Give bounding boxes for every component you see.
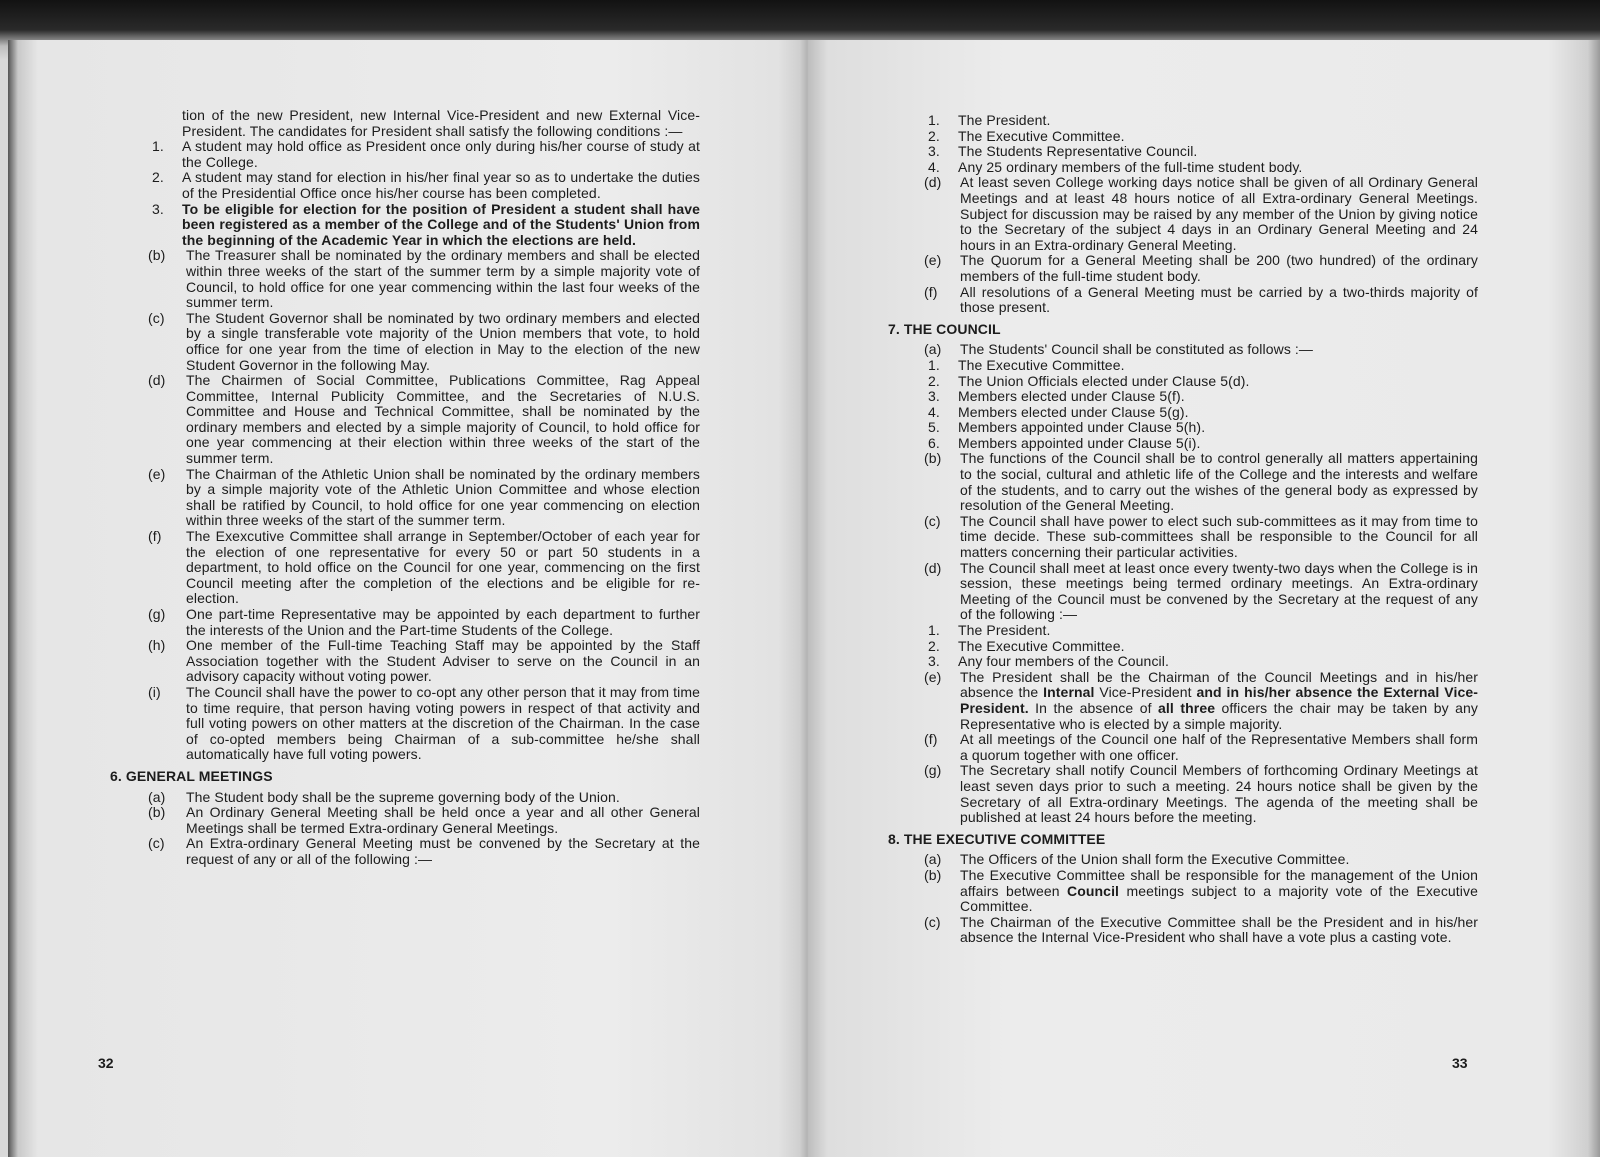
list-text: Any four members of the Council. [958, 653, 1169, 670]
clause-item [924, 852, 1478, 868]
clause-text: The Treasurer shall be nominated by the ordinary members and shall be elected within three weeks of the start of the summer term by a simple majority vote of Council, to hold office for one year commencing within the last four weeks of the summer term. [186, 247, 700, 311]
list-number: 1. [928, 112, 940, 128]
condition-text: To be eligible for election for the position of President a student shall have been registered as a member of the College and of the Students' Union from the beginning of the Academic Year in which the elections are held. [182, 200, 700, 248]
clause-text-part: Vice-President [1094, 684, 1197, 701]
clause-text: The Council shall have the power to co-opt any other person that it may from time to time require, that person having voting powers in respect of that activity and full voting powers on other matters at the discretion of the Chairman. In the case of co-opted members being Chairman of a sub-committee he/she shall automatically have full voting powers. [186, 683, 700, 763]
list-item [928, 112, 1478, 129]
clause-item [148, 467, 700, 529]
clause-item [924, 451, 1478, 513]
clause-text-part: The President shall be the Chairman of the Council Meetings and in his/her absence the [960, 668, 1478, 701]
clause-item [924, 561, 1478, 623]
list-item [928, 143, 1478, 160]
list-number: 2. [928, 637, 940, 654]
clause-item [148, 790, 700, 806]
clause-text: The Student Governor shall be nominated by two ordinary members and elected by a single transferable vote majority of the Union members that vote, to hold office for one year from the time of election in May to the election of the new Student Governor in the following May. [186, 309, 700, 373]
list-text: Members elected under Clause 5(g). [958, 403, 1189, 420]
list-number: 6. [928, 434, 940, 451]
clause-item [148, 607, 700, 638]
condition-text: A student may hold office as President once only during his/her course of study at the College. [182, 138, 700, 170]
list-item [928, 637, 1478, 655]
list-number: 2. [928, 372, 940, 389]
clause-text: The Students' Council shall be constituted as follows :— [960, 341, 1314, 358]
clause-text: The Council shall meet at least once every twenty-two days when the College is in session, these meetings being termed ordinary meetings. An Extra-ordinary Meeting of the Council must be convened by the Secretary at the request of any of the following :— [960, 559, 1478, 623]
clause-item [924, 732, 1478, 763]
clause-item [924, 915, 1478, 946]
clause-label: (d) [924, 174, 942, 191]
clause-label: (b) [924, 866, 942, 883]
clause-label: (f) [148, 528, 162, 545]
condition-item [152, 169, 700, 201]
list-item [928, 434, 1478, 452]
clause-text-part: In the absence of [1028, 699, 1159, 716]
list-number: 3. [928, 143, 940, 160]
clause-label: (e) [924, 252, 942, 269]
list-text: Members appointed under Clause 5(h). [958, 419, 1206, 436]
clause-item [148, 836, 700, 867]
clause-text: One part-time Representative may be appointed by each department to further the interests of the Union and the Part-time Students of the College. [186, 606, 700, 638]
left-page-text [110, 108, 700, 868]
clause-text: One member of the Full-time Teaching Staff may be appointed by the Staff Association together with the Student Adviser to serve on the Council in an advisory capacity without voting power. [186, 637, 700, 685]
list-item [928, 372, 1478, 390]
clause-item [148, 529, 700, 607]
clause-label: (a) [148, 788, 166, 805]
list-number: 1. [928, 356, 940, 373]
clause-text-bold: all three [1158, 699, 1216, 716]
page-number: 32 [98, 1055, 114, 1071]
clause-label: (e) [148, 465, 166, 482]
right-page [808, 40, 1600, 1157]
clause-text: An Ordinary General Meeting shall be held once a year and all other General Meetings shall be termed Extra-ordinary General Meetings. [186, 804, 700, 836]
clause-item [924, 868, 1478, 915]
clause-text: An Extra-ordinary General Meeting must be convened by the Secretary at the request of any or all of the following :— [186, 835, 700, 867]
clause-label: (a) [924, 341, 942, 358]
list-item [928, 356, 1478, 374]
list-text: The President. [958, 112, 1051, 128]
list-item [928, 388, 1478, 405]
clause-item [924, 670, 1478, 732]
condition-item [152, 138, 700, 170]
list-text: The Executive Committee. [958, 356, 1125, 373]
list-number: 3. [928, 653, 940, 670]
list-item [928, 622, 1478, 639]
clause-text-part: officers the chair may be taken by any Representative who is elected by a simple majority. [960, 699, 1479, 732]
clause-label: (d) [148, 372, 166, 389]
condition-number: 3. [152, 200, 164, 217]
clause-label: (e) [924, 668, 942, 685]
clause-item [148, 638, 700, 685]
clause-text-bold: Internal [1043, 684, 1095, 701]
clause-label: (f) [924, 283, 938, 300]
clause-item [924, 285, 1478, 316]
clause-item [924, 514, 1478, 561]
list-number: 2. [928, 127, 940, 144]
clause-item [148, 373, 700, 467]
clause-text: The Chairmen of Social Committee, Publications Committee, Rag Appeal Committee, Internal Publicity Committee, and the Secretaries of N.U.S. Committee and House and Technical Committee, shall be nominated by the ordinary members and elected by a simple majority of Council, to hold office for one year commencing at their election within three weeks of the start of the summer term. [186, 372, 700, 467]
list-text: Members appointed under Clause 5(i). [958, 434, 1201, 451]
clause-label: (b) [148, 804, 166, 821]
clause-item [924, 342, 1478, 358]
list-text: The Union Officials elected under Clause 5(d). [958, 372, 1250, 389]
section-heading-general-meetings: 6. GENERAL MEETINGS [110, 767, 273, 784]
clause-label: (d) [924, 559, 942, 576]
condition-item [152, 200, 700, 249]
clause-label: (c) [924, 512, 941, 529]
section-heading-executive-committee: 8. THE EXECUTIVE COMMITTEE [888, 830, 1106, 847]
clause-text: The Secretary shall notify Council Members of forthcoming Ordinary Meetings at least seven days prior to such a meeting. 24 hours notice shall be given by the Secretary of all Extra-ordinary Meetings. The agenda of the meeting shall be published at least 24 hours before the meeting. [960, 762, 1478, 826]
clause-text-bold: and in his/her absence the External Vice-President. [960, 684, 1478, 716]
list-number: 4. [928, 403, 940, 420]
clause-label: (f) [924, 731, 938, 748]
list-text: The Executive Committee. [958, 127, 1125, 144]
clause-text: The Council shall have power to elect such sub-committees as it may from time to time decide. These sub-committees shall be responsible to the Council for all matters concerning their particular activities. [960, 512, 1478, 561]
clause-text: The Student body shall be the supreme governing body of the Union. [186, 788, 620, 805]
section-heading-council: 7. THE COUNCIL [888, 320, 1001, 337]
clause-text: All resolutions of a General Meeting must be carried by a two-thirds majority of those present. [960, 283, 1478, 316]
clause-label: (h) [148, 637, 166, 654]
list-item [928, 419, 1478, 436]
list-item [928, 403, 1478, 421]
clause-label: (i) [148, 683, 161, 700]
list-text: Any 25 ordinary members of the full-time student body. [958, 158, 1303, 175]
clause-text: At least seven College working days notice shall be given of all Ordinary General Meetings and at least 48 hours notice of all Extra-ordinary General Meetings. Subject for discussion may be raised by any member of the Union by giving notice to the Secretary of the subject 4 days in an Ordinary General Meeting and 24 hours in an Extra-ordinary General Meeting. [960, 174, 1478, 253]
condition-number: 2. [152, 169, 164, 186]
list-text: The Executive Committee. [958, 637, 1125, 654]
list-text: The Students Representative Council. [958, 143, 1198, 160]
right-page-text [888, 113, 1478, 946]
list-text: The President. [958, 622, 1051, 638]
clause-label: (c) [148, 309, 165, 326]
list-item [928, 653, 1478, 670]
clause-text-bold: Council [1067, 882, 1120, 899]
clause-text: The Chairman of the Executive Committee shall be the President and in his/her absence the Internal Vice-President who shall have a vote plus a casting vote. [960, 913, 1478, 946]
clause-text-part: meetings subject to a majority vote of the Executive Committee. [960, 882, 1478, 915]
clause-item [148, 311, 700, 373]
list-item [928, 158, 1478, 176]
list-item [928, 127, 1478, 145]
clause-item [924, 253, 1478, 284]
clause-item [924, 763, 1478, 825]
left-page [8, 40, 808, 1157]
clause-text [960, 670, 1478, 732]
clause-item [924, 175, 1478, 253]
condition-text: A student may stand for election in his/her final year so as to undertake the duties of the Presidential Office once his/her course has been completed. [182, 169, 700, 201]
clause-label: (c) [148, 835, 165, 852]
list-text: Members elected under Clause 5(f). [958, 388, 1185, 405]
list-number: 3. [928, 388, 940, 405]
clause-text-part: The Executive Committee shall be responsible for the management of the Union affairs between [960, 866, 1478, 899]
clause-item [148, 685, 700, 763]
page-number: 33 [1452, 1055, 1468, 1071]
clause-text: The Officers of the Union shall form the Executive Committee. [960, 851, 1350, 868]
list-number: 4. [928, 158, 940, 175]
clause-text: The Quorum for a General Meeting shall be 200 (two hundred) of the ordinary members of the full-time student body. [960, 252, 1478, 284]
clause-item [148, 805, 700, 836]
clause-item [148, 248, 700, 310]
intro-paragraph: tion of the new President, new Internal Vice-President and new External Vice-President. The candidates for President shall satisfy the following conditions :— [182, 107, 700, 139]
clause-label: (g) [148, 606, 166, 622]
condition-number: 1. [152, 138, 164, 155]
clause-label: (g) [924, 762, 942, 779]
clause-text: The Exexcutive Committee shall arrange in September/October of each year for the election of one representative for every 50 or part 50 students in a department, to hold office on the Council for one year, commencing on the first Council meeting after the completion of the elections and be eligible for re-election. [186, 528, 700, 607]
clause-text: The Chairman of the Athletic Union shall be nominated by the ordinary members by a simple majority vote of the Athletic Union Committee and whose election shall be ratified by Council, to hold office for one year commencing on election within three weeks of the start of the summer term. [186, 465, 700, 529]
list-number: 5. [928, 419, 940, 436]
clause-text: The functions of the Council shall be to control generally all matters appertaining to the social, cultural and athletic life of the College and the interests and welfare of the students, and to carry out the wishes of the general body as expressed by resolution of the General Meeting. [960, 450, 1478, 514]
clause-label: (c) [924, 913, 941, 930]
clause-label: (a) [924, 851, 942, 868]
clause-label: (b) [924, 450, 942, 467]
clause-text: At all meetings of the Council one half of the Representative Members shall form a quorum together with one officer. [960, 731, 1478, 763]
clause-label: (b) [148, 247, 166, 264]
clause-text [960, 868, 1478, 915]
list-number: 1. [928, 622, 940, 638]
